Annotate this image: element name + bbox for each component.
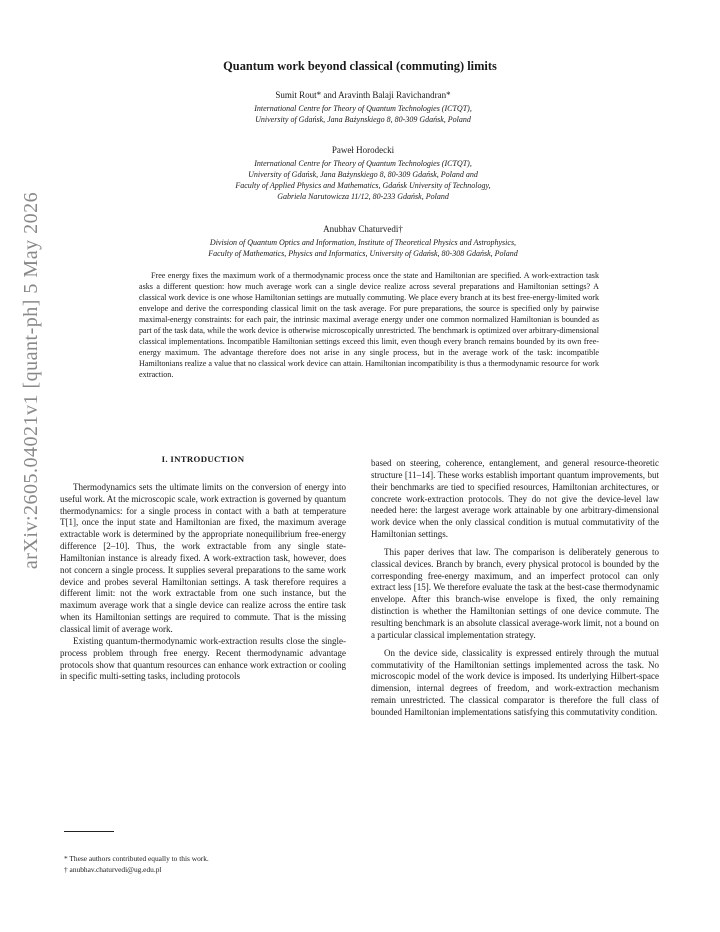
affiliation-1 [60,103,666,125]
footnote: † anubhav.chaturvedi@ug.edu.pl [64,865,162,874]
author-line-3: Anubhav Chaturvedi† [323,224,403,234]
affiliation-line: International Centre for Theory of Quantum Technologies (ICTQT), [254,159,472,168]
affiliation-line: Division of Quantum Optics and Information, Institute of Theoretical Physics and Astrophysics, [209,238,517,247]
left-column [60,454,346,683]
affiliation-line: International Centre for Theory of Quantum Technologies (ICTQT), [254,104,472,113]
body-paragraph: Existing quantum-thermodynamic work-extraction results close the single-process problem through free energy. Recent thermodynamic advantage protocols show that quantum resources can enhance work extraction or cooling in specific multi-setting tasks, including protocols [60,635,346,682]
paper-title: Quantum work beyond classical (commuting) limits [223,59,497,73]
affiliation-line: Faculty of Mathematics, Physics and Informatics, University of Gdańsk, 80-308 Gdańsk, Poland [208,249,518,258]
affiliation-line: Faculty of Applied Physics and Mathematics, Gdańsk University of Technology, [235,181,491,190]
abstract: Free energy fixes the maximum work of a thermodynamic process once the state and Hamiltonian are specified. A work-extraction task asks a different question: how much average work can a single device realize across several preparations and Hamiltonian settings? A classical work device is one whose Hamiltonian settings are mutually commuting. We place every branch at its best free-energy-limited work envelope and derive the corresponding classical limit on the task average. For pure preparations, the source is specified only by pairwise maximal-energy constraints: for each pair, the intrinsic maximal average energy under one common normalized Hamiltonian is bounded as part of the task data, while the work device is otherwise microscopically unrestricted. The benchmark is optimized over arbitrary-dimensional classical implementations. Incompatible Hamiltonian settings exceed this limit, even though every branch remains bounded by its own free-energy maximum. The advantage therefore does not arise in any single process, but in the average work of the task: incompatible Hamiltonians realize a value that no classical work device can attain. Hamiltonian incompatibility is thus a thermodynamic resource for work extraction. [139,271,599,380]
body-paragraph: On the device side, classicality is expressed entirely through the mutual commutativity of the Hamiltonian settings implemented across the task. No microscopic model of the work device is imposed. Its underlying Hilbert-space dimension, internal degrees of freedom, and work-extraction mechanism remain unrestricted. The classical comparator is therefore the full class of bounded Hamiltonian implementations satisfying this commutativity condition. [371,647,659,717]
affiliation-line: University of Gdańsk, Jana Bażynskiego 8, 80-309 Gdańsk, Poland and [248,170,478,179]
section-heading: I. INTRODUCTION [161,454,245,464]
body-paragraph: This paper derives that law. The comparison is deliberately generous to classical devices. Branch by branch, every physical protocol is bounded by the corresponding free-energy maximum, and an imperfect protocol can only extract less [15]. We therefore evaluate the task at the best-case thermodynamic envelope. After this branch-wise envelope is fixed, the only remaining distinction is whether the Hamiltonian settings of one device commute. The resulting benchmark is an absolute classical average-work limit, not a bound on a particular classical implementation strategy. [371,546,659,640]
affiliation-line: Gabriela Narutowicza 11/12, 80-233 Gdańsk, Poland [277,192,449,201]
affiliation-2 [60,158,666,202]
author-line-1: Sumit Rout* and Aravinth Balaji Ravichandran* [275,90,451,100]
footnote: * These authors contributed equally to this work. [64,854,209,863]
footnote-rule [64,831,114,832]
author-line-2: Paweł Horodecki [331,145,395,155]
affiliation-line: University of Gdańsk, Jana Bażynskiego 8, 80-309 Gdańsk, Poland [255,115,471,124]
arxiv-id: arXiv:2605.04021v1 [quant-ph] 5 May 2026 [20,191,43,569]
body-paragraph: based on steering, coherence, entanglement, and general resource-theoretic structure [11–14]. These works establish important quantum improvements, but their benchmarks are tied to specified resources, Hamiltonian architectures, or concrete work-extraction protocols. They do not give the device-level law needed here: the largest average work attainable by one arbitrary-dimensional work device when the only classical condition is mutual commutativity of the Hamiltonian settings. [371,458,659,540]
body-paragraph: Thermodynamics sets the ultimate limits on the conversion of energy into useful work. At the microscopic scale, work extraction is governed by quantum thermodynamics: for a single process in contact with a bath at temperature T[1], once the input state and Hamiltonian are fixed, the maximum average extractable work is determined by the appropriate nonequilibrium free-energy difference [2–10]. Thus, the work extractable from any single state-Hamiltonian instance is already fixed. A work-extraction task, however, does not concern a single process. It supplies several preparations to the same work device and probes several Hamiltonian settings. A task therefore requires a different limit: not the work extractable from one such instance, but the maximum average work that a single device can realize across the entire task when its Hamiltonian settings are required to commute. That is the missing classical limit of average work. [60,481,346,634]
arxiv-sidebar [12,60,52,700]
right-column [371,458,659,719]
affiliation-3 [60,237,666,259]
